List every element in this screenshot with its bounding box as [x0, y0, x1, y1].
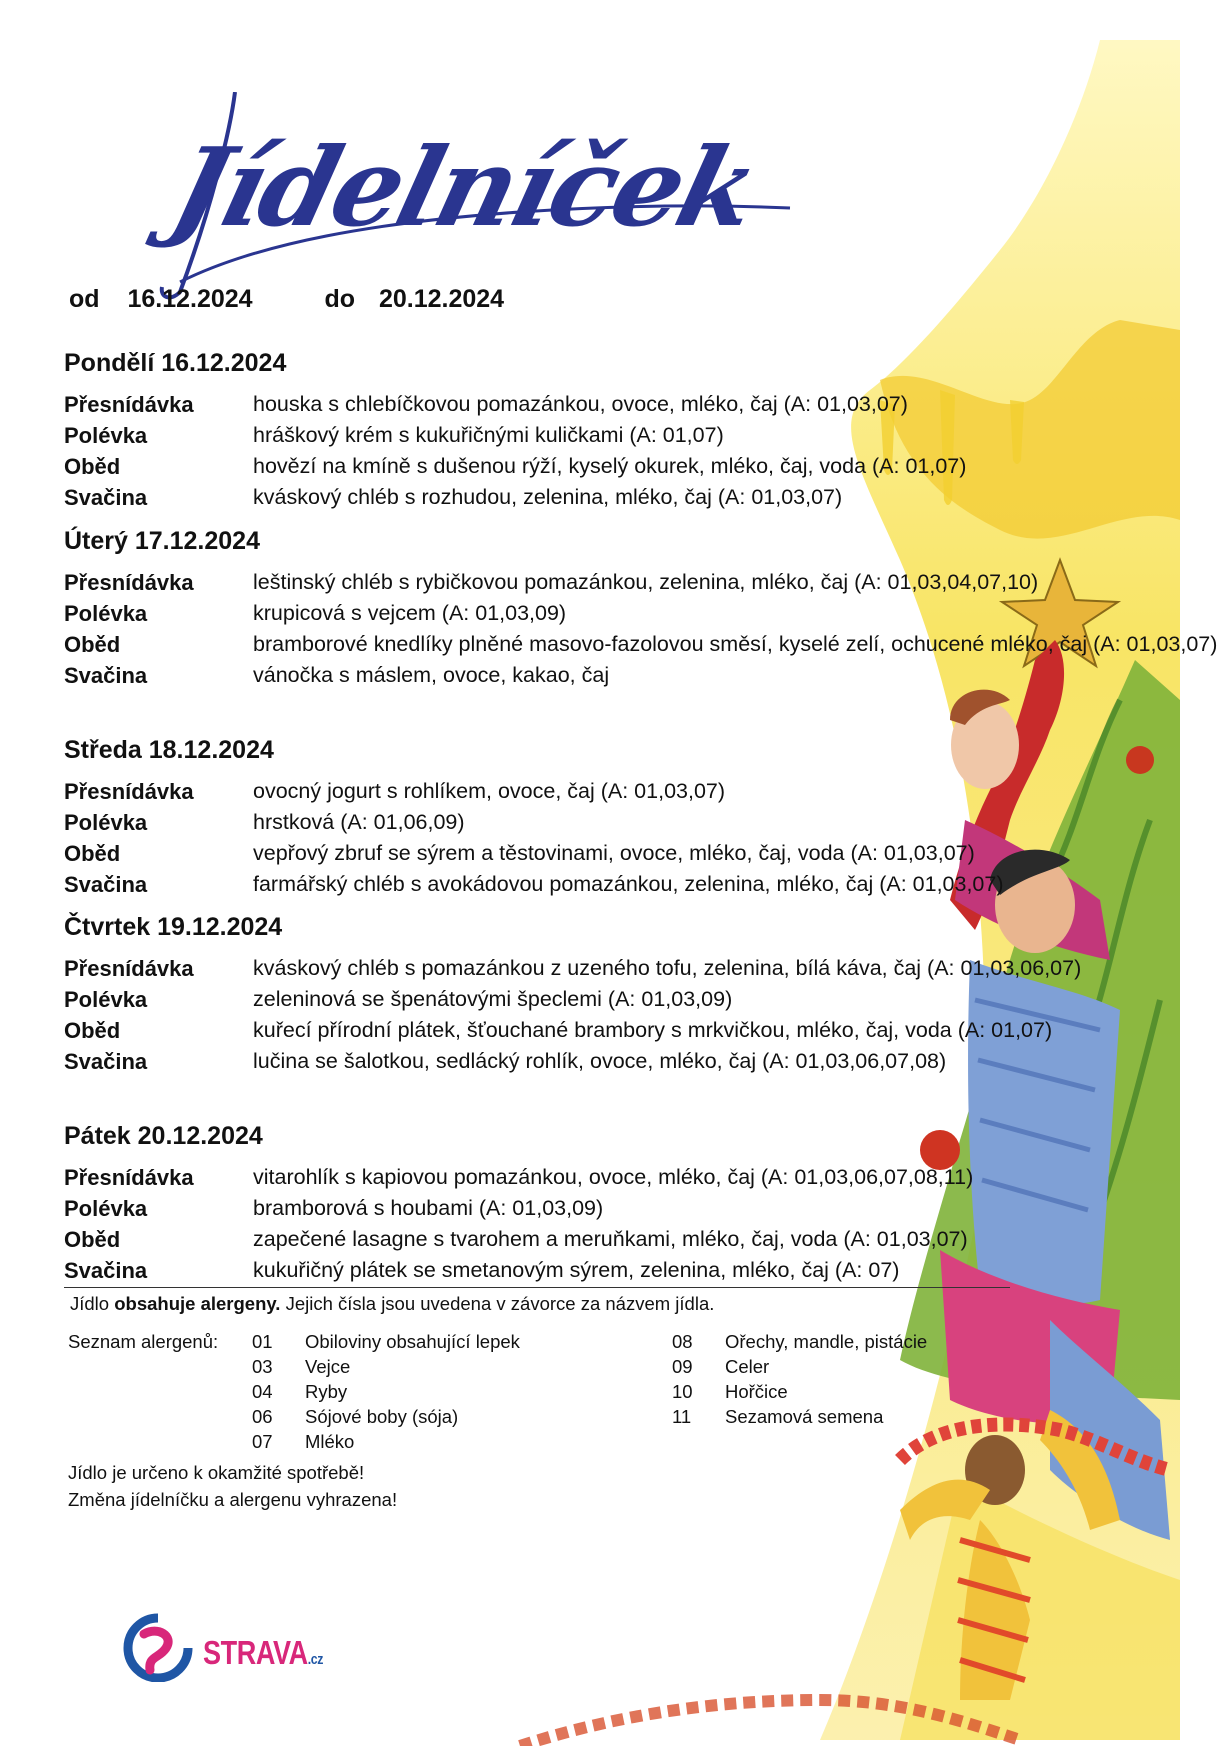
allergen-name: Ryby	[305, 1381, 348, 1402]
meal-label: Svačina	[64, 1258, 148, 1283]
meal-label: Přesnídávka	[64, 570, 194, 595]
from-label: od	[69, 285, 100, 313]
allergen-item	[252, 1404, 520, 1429]
meal-row	[64, 389, 1184, 420]
logo-name: STRAVA	[203, 1634, 308, 1671]
day-section	[64, 1120, 1184, 1286]
allergen-name: Sójové boby (sója)	[305, 1406, 459, 1427]
to-label: do	[324, 285, 356, 313]
meal-row	[64, 869, 1184, 900]
meal-text: vepřový zbruf se sýrem a těstovinami, ovoce, mléko, čaj, voda (A: 01,03,07)	[253, 841, 975, 865]
menu-title	[140, 92, 800, 302]
meal-label: Oběd	[64, 1227, 121, 1252]
day-title: Pátek 20.12.2024	[64, 1122, 263, 1150]
meal-text: kváskový chléb s rozhudou, zelenina, mléko, čaj (A: 01,03,07)	[253, 485, 843, 509]
allergen-item	[252, 1379, 520, 1404]
meal-label: Polévka	[64, 987, 148, 1012]
meal-text: vánočka s máslem, ovoce, kakao, čaj	[253, 663, 610, 687]
allergen-code: 04	[252, 1381, 273, 1402]
day-section	[64, 911, 1184, 1077]
logo-suffix: .cz	[307, 1651, 323, 1668]
footer-notes	[68, 1459, 397, 1513]
meal-text: vitarohlík s kapiovou pomazánkou, ovoce, mléko, čaj (A: 01,03,06,07,08,11)	[253, 1165, 974, 1189]
meal-text: kuřecí přírodní plátek, šťouchané brambory s mrkvičkou, mléko, čaj, voda (A: 01,07)	[253, 1018, 1053, 1042]
meal-label: Oběd	[64, 841, 121, 866]
allergen-code: 03	[252, 1356, 273, 1377]
meal-label: Přesnídávka	[64, 779, 194, 804]
allergen-note-suffix: Jejich čísla jsou uvedena v závorce za názvem jídla.	[285, 1293, 715, 1314]
meal-label: Oběd	[64, 632, 121, 657]
allergen-name: Obiloviny obsahující lepek	[305, 1331, 520, 1352]
meal-text: hovězí na kmíně s dušenou rýží, kyselý okurek, mléko, čaj, voda (A: 01,07)	[253, 454, 967, 478]
meal-row	[64, 1015, 1184, 1046]
meal-label: Svačina	[64, 663, 148, 688]
day-title: Pondělí 16.12.2024	[64, 349, 287, 377]
footer-note-line: Jídlo je určeno k okamžité spotřebě!	[68, 1462, 365, 1483]
allergen-item	[672, 1329, 927, 1354]
meal-row	[64, 451, 1184, 482]
meal-label: Polévka	[64, 810, 148, 835]
meal-row	[64, 1224, 1184, 1255]
meal-text: kváskový chléb s pomazánkou z uzeného tofu, zelenina, bílá káva, čaj (A: 01,03,06,07)	[253, 956, 1082, 980]
meal-text: zeleninová se špenátovými špeclemi (A: 01,03,09)	[253, 987, 733, 1011]
allergen-name: Ořechy, mandle, pistácie	[725, 1331, 928, 1352]
meal-text: bramborové knedlíky plněné masovo-fazolovou směsí, kyselé zelí, ochucené mléko, čaj (A: 01,03,07)	[253, 632, 1218, 656]
allergen-item	[252, 1429, 520, 1454]
meal-row	[64, 1046, 1184, 1077]
meal-row	[64, 1193, 1184, 1224]
allergen-code: 08	[672, 1331, 693, 1352]
allergen-name: Vejce	[305, 1356, 351, 1377]
allergen-name: Celer	[725, 1356, 770, 1377]
meal-label: Přesnídávka	[64, 1165, 194, 1190]
meal-row	[64, 984, 1184, 1015]
allergen-item	[672, 1404, 927, 1429]
meal-label: Svačina	[64, 1049, 148, 1074]
allergen-code: 09	[672, 1356, 693, 1377]
meal-row	[64, 776, 1184, 807]
strava-logo-icon	[118, 1612, 198, 1682]
meal-text: houska s chlebíčkovou pomazánkou, ovoce, mléko, čaj (A: 01,03,07)	[253, 392, 908, 416]
meal-label: Oběd	[64, 1018, 121, 1043]
day-title: Úterý 17.12.2024	[64, 527, 260, 555]
day-title: Středa 18.12.2024	[64, 736, 274, 764]
meal-row	[64, 567, 1184, 598]
strava-logo-text	[203, 1634, 323, 1672]
allergen-note-bold: obsahuje alergeny.	[114, 1293, 281, 1314]
meal-row	[64, 420, 1184, 451]
meal-label: Polévka	[64, 601, 148, 626]
allergen-item	[252, 1329, 520, 1354]
allergen-item	[252, 1354, 520, 1379]
meal-row	[64, 660, 1184, 691]
allergen-item	[672, 1354, 927, 1379]
meal-label: Přesnídávka	[64, 956, 194, 981]
meal-label: Polévka	[64, 1196, 148, 1221]
allergen-list-left	[252, 1329, 520, 1454]
divider	[64, 1287, 1010, 1288]
allergen-item	[672, 1379, 927, 1404]
day-section	[64, 347, 1184, 513]
meal-text: bramborová s houbami (A: 01,03,09)	[253, 1196, 604, 1220]
meal-text: lučina se šalotkou, sedlácký rohlík, ovoce, mléko, čaj (A: 01,03,06,07,08)	[253, 1049, 947, 1073]
meal-row	[64, 1255, 1184, 1286]
meal-text: kukuřičný plátek se smetanovým sýrem, zelenina, mléko, čaj (A: 07)	[253, 1258, 900, 1282]
meal-text: hrstková (A: 01,06,09)	[253, 810, 465, 834]
meal-text: krupicová s vejcem (A: 01,03,09)	[253, 601, 567, 625]
meal-label: Svačina	[64, 872, 148, 897]
meal-text: farmářský chléb s avokádovou pomazánkou, zelenina, mléko, čaj (A: 01,03,07)	[253, 872, 1004, 896]
meal-row	[64, 1162, 1184, 1193]
day-title: Čtvrtek 19.12.2024	[64, 913, 283, 941]
meal-row	[64, 598, 1184, 629]
meal-row	[64, 629, 1218, 660]
meal-text: leštinský chléb s rybičkovou pomazánkou, zelenina, mléko, čaj (A: 01,03,04,07,10)	[253, 570, 1039, 594]
meal-row	[64, 807, 1184, 838]
meal-label: Polévka	[64, 423, 148, 448]
meal-row	[64, 953, 1184, 984]
allergen-code: 11	[672, 1406, 692, 1427]
meal-text: hráškový krém s kukuřičnými kuličkami (A: 01,07)	[253, 423, 724, 447]
allergen-code: 07	[252, 1431, 273, 1452]
allergen-name: Hořčice	[725, 1381, 788, 1402]
allergen-list-right	[672, 1329, 927, 1429]
allergen-note	[70, 1292, 714, 1316]
day-section	[64, 525, 1218, 691]
meal-row	[64, 838, 1184, 869]
title-text: Jídelníček	[160, 125, 768, 251]
allergen-name: Mléko	[305, 1431, 355, 1452]
strava-logo	[118, 1612, 338, 1682]
allergen-code: 10	[672, 1381, 693, 1402]
allergen-code: 01	[252, 1331, 273, 1352]
allergen-name: Sezamová semena	[725, 1406, 884, 1427]
meal-label: Přesnídávka	[64, 392, 194, 417]
meal-text: zapečené lasagne s tvarohem a meruňkami, mléko, čaj, voda (A: 01,03,07)	[253, 1227, 968, 1251]
day-section	[64, 734, 1184, 900]
meal-row	[64, 482, 1184, 513]
allergen-list-label: Seznam alergenů:	[68, 1331, 219, 1352]
from-date: 16.12.2024	[127, 285, 253, 313]
meal-label: Svačina	[64, 485, 148, 510]
meal-text: ovocný jogurt s rohlíkem, ovoce, čaj (A: 01,03,07)	[253, 779, 726, 803]
to-date: 20.12.2024	[378, 285, 505, 313]
date-range	[69, 285, 504, 314]
footer-note-line: Změna jídelníčku a alergenu vyhrazena!	[68, 1489, 398, 1510]
allergen-code: 06	[252, 1406, 273, 1427]
meal-label: Oběd	[64, 454, 121, 479]
allergen-note-prefix: Jídlo	[70, 1293, 110, 1314]
